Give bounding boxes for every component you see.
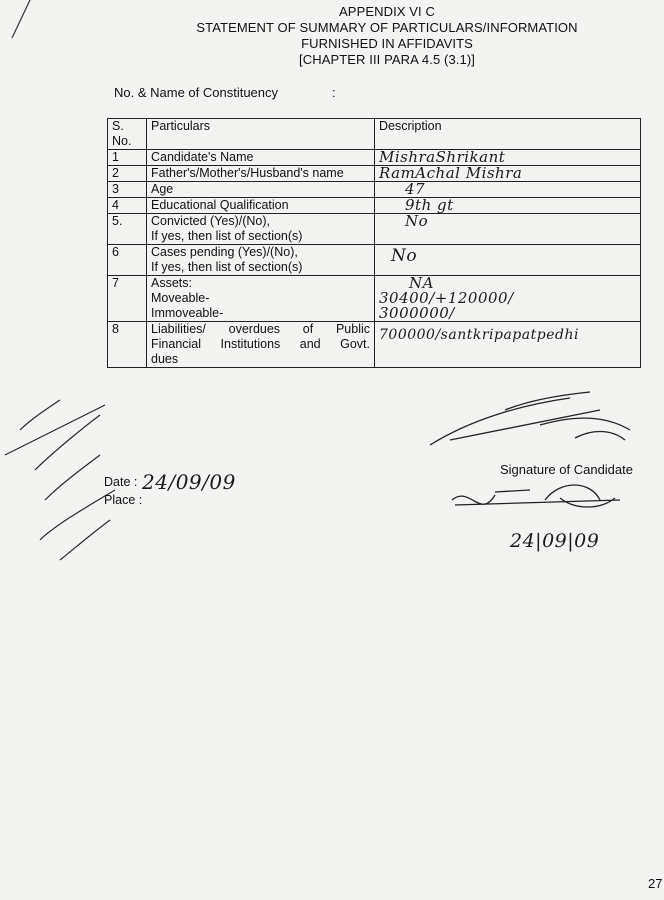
document-header [0,4,664,68]
row-particulars [147,245,375,276]
row-description-line: NA [409,274,434,292]
row-description: 700000/santkripapatpedhi [375,322,641,368]
row-particulars: Educational Qualification [147,198,375,214]
row-description: 47 [375,182,641,198]
statement-title: STATEMENT OF SUMMARY OF PARTICULARS/INFORMATION [196,20,578,35]
row-particulars [147,214,375,245]
date-label: Date : [104,475,138,489]
table-row [108,276,641,322]
constituency-field [114,85,336,100]
signature-date: 24|09|09 [510,530,600,552]
row-description: No [375,214,641,245]
hindi-signature [452,485,620,507]
table-header-row [108,119,641,150]
row-particulars [147,322,375,368]
chapter-reference: [CHAPTER III PARA 4.5 (3.1)] [299,52,475,67]
row-particulars-line: Immoveable- [151,306,224,320]
particulars-table [107,118,641,368]
row-particulars-line: Moveable- [151,291,210,305]
row-sno: 8 [108,322,147,368]
row-description: RamAchal Mishra [375,166,641,182]
header-particulars: Particulars [147,119,375,150]
place-label: Place : [104,493,143,507]
row-particulars: Father's/Mother's/Husband's name [147,166,375,182]
row-particulars-line: Cases pending (Yes)/(No), [151,245,298,259]
row-sno: 4 [108,198,147,214]
row-sno: 3 [108,182,147,198]
appendix-title: APPENDIX VI C [339,4,435,19]
table-row [108,214,641,245]
row-particulars-line: Assets: [151,276,192,290]
row-particulars-line: Liabilities/ overdues of Public [151,322,370,336]
row-sno: 5. [108,214,147,245]
constituency-label: No. & Name of Constituency [114,85,279,100]
constituency-colon: : [332,85,336,100]
table-row [108,322,641,368]
row-sno: 1 [108,150,147,166]
candidate-signature [430,392,630,445]
table-row [108,245,641,276]
row-particulars-line: Convicted (Yes)/(No), [151,214,271,228]
table-row [108,150,641,166]
row-description-line: 3000000/ [379,304,455,322]
date-value: 24/09/09 [142,470,236,494]
row-particulars: Candidate's Name [147,150,375,166]
row-particulars-line: If yes, then list of section(s) [151,260,303,274]
margin-note [5,400,115,560]
table-row [108,198,641,214]
row-particulars [147,276,375,322]
page-number: 27 [648,876,663,891]
row-particulars-line: Financial Institutions and Govt. [151,337,370,351]
row-description [375,276,641,322]
row-sno: 7 [108,276,147,322]
row-sno: 6 [108,245,147,276]
row-description: 9th gt [375,198,641,214]
row-description-line: 30400/+120000/ [379,289,514,307]
row-particulars-line: dues [151,352,179,366]
row-description: No [375,245,641,276]
table-row [108,166,641,182]
row-particulars: Age [147,182,375,198]
statement-subtitle: FURNISHED IN AFFIDAVITS [301,36,473,51]
table-row [108,182,641,198]
header-sno: S. No. [108,119,147,150]
row-description: MishraShrikant [375,150,641,166]
signature-label: Signature of Candidate [500,462,633,477]
row-particulars-line: If yes, then list of section(s) [151,229,303,243]
header-description: Description [375,119,641,150]
row-sno: 2 [108,166,147,182]
